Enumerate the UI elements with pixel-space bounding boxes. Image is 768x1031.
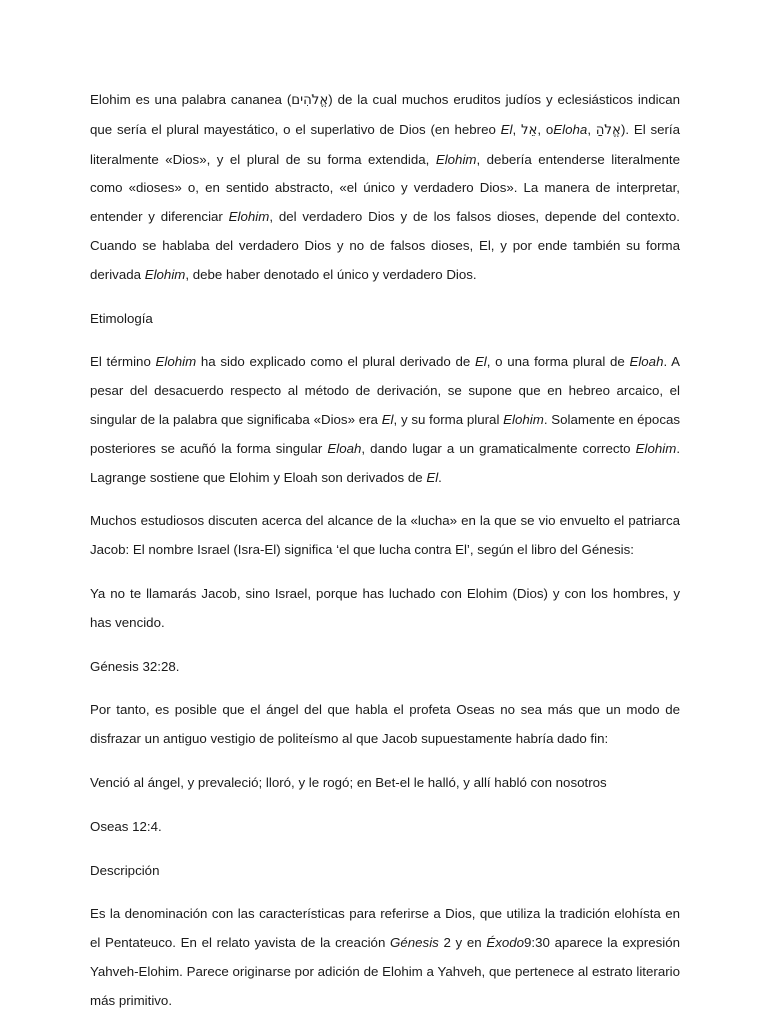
text-run: . (438, 469, 442, 485)
text-run: , del verdadero Dios y de los falsos dioses, depende del contexto. Cuando se hablaba del verdadero Dios y no de falsos dioses, El, y por ende también su forma derivada (90, 209, 680, 282)
italic-term: Elohim (144, 266, 186, 282)
text-run: El término (90, 354, 156, 370)
text-run: , dando lugar a un gramaticalmente correcto (361, 440, 636, 456)
text-run: ha sido explicado como el plural derivado de (196, 354, 475, 370)
italic-term: Elohim (155, 354, 197, 370)
text-run: . A pesar del desacuerdo respecto al método de derivación, se supone que en hebreo arcaico, el singular de la palabra que significaba «Dios» era (90, 354, 681, 427)
italic-term: El (426, 469, 439, 485)
italic-term: Elohim (503, 411, 544, 427)
paragraph-oseas: Por tanto, es posible que el ángel del que habla el profeta Oseas no sea más que un modo de disfrazar un antiguo vestigio de politeísmo al que Jacob supuestamente habría dado fin: (90, 702, 680, 747)
quote-genesis: Ya no te llamarás Jacob, sino Israel, porque has luchado con Elohim (Dios) y con los hombres, y has vencido. (90, 585, 680, 630)
text-run: ). El sería literalmente «Dios», y el plural de su forma extendida, (90, 121, 680, 167)
text-run: 9:30 aparece la expresión Yahveh-Elohim. Parece originarse por adición de Elohim a Yahveh, que pertenece al estrato literario más primitivo. (90, 935, 680, 1008)
hebrew-word: אֵל (520, 122, 538, 138)
italic-term: El (381, 411, 394, 427)
paragraph-descripcion (90, 900, 680, 1015)
text-run: ) de la cual muchos eruditos judíos y eclesiásticos indican que sería el plural mayestático, o el superlativo de Dios (en hebreo (90, 92, 680, 137)
reference-oseas: Oseas 12:4. (90, 818, 162, 834)
text-run: , debería entenderse literalmente como «dioses» o, en sentido abstracto, «el único y verdadero Dios». La manera de interpretar, entender y diferenciar (90, 151, 680, 225)
reference-genesis: Génesis 32:28. (90, 658, 180, 674)
italic-term: El (474, 354, 487, 370)
hebrew-word: אֱלֹהִים (291, 93, 329, 108)
text-run: , o (537, 121, 554, 137)
paragraph-intro (90, 86, 680, 290)
paragraph-jacob: Muchos estudiosos discuten acerca del alcance de la «lucha» en la que se vio envuelto el patriarca Jacob: El nombre Israel (Isra-El) significa ‘el que lucha contra El’, según el libro del Génesis: (90, 513, 680, 558)
text-run: Elohim (90, 92, 131, 107)
text-run: , (587, 121, 596, 137)
italic-term: Elohim (435, 151, 477, 167)
italic-term: Elohim (635, 440, 677, 456)
text-run: , (512, 121, 521, 137)
italic-term: Eloha (553, 121, 588, 137)
hebrew-word: אֱלֹהַ (595, 122, 621, 138)
italic-term: Eloah (629, 354, 664, 370)
italic-term: El (500, 121, 513, 137)
text-run: . Solamente en épocas posteriores se acuñó la forma singular (90, 411, 681, 456)
text-run: . Lagrange sostiene que Elohim y Eloah son derivados de (90, 440, 681, 485)
italic-term: Génesis (390, 935, 439, 951)
italic-term: Elohim (228, 209, 270, 225)
italic-term: Eloah (327, 440, 362, 456)
italic-term: Éxodo (486, 935, 525, 951)
text-run: es una palabra cananea ( (130, 92, 292, 107)
quote-oseas: Venció al ángel, y prevaleció; lloró, y le rogó; en Bet-el le halló, y allí habló con nosotros (90, 774, 607, 790)
text-run: Es la denominación con las características para referirse a Dios, que utiliza la tradición elohísta en el Pentateuco. En el relato yavista de la creación (90, 906, 680, 951)
heading-descripcion: Descripción (90, 862, 160, 878)
document-page (90, 86, 680, 1031)
paragraph-etimologia (90, 348, 680, 492)
text-run: 2 y en (438, 935, 487, 951)
text-run: , o una forma plural de (486, 354, 630, 370)
text-run: , debe haber denotado el único y verdadero Dios. (185, 266, 477, 282)
heading-etimologia: Etimología (90, 310, 153, 326)
text-run: , y su forma plural (393, 411, 504, 427)
